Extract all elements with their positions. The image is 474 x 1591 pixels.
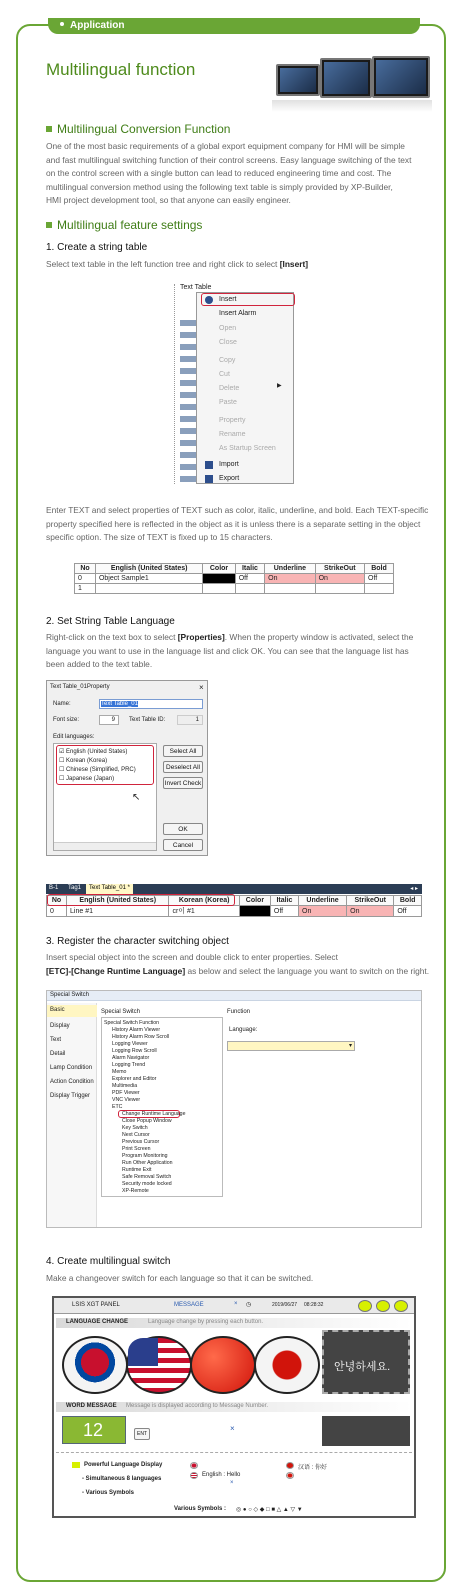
col-header: English (United States): [95, 564, 202, 574]
step4-desc: Make a changeover switch for each language so that it can be switched.: [46, 1273, 314, 1283]
menu-item-open[interactable]: Open: [219, 325, 237, 332]
sidebar-item-detail[interactable]: Detail: [50, 1051, 66, 1057]
tree-item[interactable]: Key Switch: [122, 1125, 148, 1131]
step1-desc-bold: [Insert]: [279, 259, 309, 269]
tree-item[interactable]: Multimedia: [112, 1083, 138, 1089]
cell[interactable]: Line #1: [67, 906, 169, 917]
chinese-hello: 汉语 : 你好: [298, 1465, 328, 1471]
language-select[interactable]: [227, 1041, 355, 1051]
menu-item-property[interactable]: Property: [219, 417, 246, 424]
language-item[interactable]: ☐ Japanese (Japan): [59, 776, 115, 782]
col-header: Underline: [299, 896, 347, 906]
para-line: Enter TEXT and select properties of TEXT such as color, italic, underline, and bold. Each TEXT-specific: [46, 505, 429, 515]
cell: 0: [75, 574, 96, 584]
tab-tag1[interactable]: Tag1: [68, 885, 82, 891]
step1-desc: [46, 258, 431, 272]
col-header: No: [75, 564, 96, 574]
menu-item-cut[interactable]: Cut: [219, 371, 230, 378]
cell[interactable]: Object Sample1: [95, 574, 202, 584]
menu-item-close[interactable]: Close: [219, 339, 237, 346]
symbol-x-icon: ×: [230, 1480, 234, 1486]
table-row[interactable]: [75, 574, 394, 584]
tab-bar: [46, 884, 422, 894]
square-bullet-icon: [46, 126, 52, 132]
edit-languages-label: Edit languages:: [53, 734, 95, 740]
page-title: Multilingual function: [46, 60, 196, 79]
word-message-label: WORD MESSAGE: [66, 1403, 117, 1409]
tree-item[interactable]: Security mode locked: [122, 1181, 172, 1187]
col-header: Color: [203, 564, 235, 574]
col-header: English (United States): [67, 896, 169, 906]
japan-flag-button[interactable]: [254, 1336, 320, 1394]
cell[interactable]: Off: [270, 906, 298, 917]
home-icon[interactable]: [376, 1300, 390, 1312]
tree-item[interactable]: Logging Row Scroll: [112, 1048, 157, 1054]
forward-icon[interactable]: [394, 1300, 408, 1312]
message-x-icon: ×: [230, 1424, 235, 1433]
property-sidebar: [47, 1003, 97, 1227]
col-header: Bold: [365, 564, 394, 574]
language-label: Language:: [229, 1027, 258, 1033]
tree-item[interactable]: Run Other Application: [122, 1160, 173, 1166]
cell[interactable]: [265, 584, 315, 594]
feature-languages: - Simultaneous 8 languages: [82, 1476, 162, 1482]
word-message-hint: Message is displayed according to Message Number.: [126, 1403, 269, 1409]
menu-item-copy[interactable]: Copy: [219, 357, 236, 364]
step3-desc-text: as below and select the language you want to switch on the right.: [185, 965, 430, 976]
language-item[interactable]: ☐ Korean (Korea): [59, 758, 108, 764]
function-tree[interactable]: [101, 1017, 223, 1197]
tree-item-change-language[interactable]: Change Runtime Language: [122, 1111, 186, 1117]
tree-item[interactable]: Logging Trend: [112, 1062, 146, 1068]
message-number: 12: [83, 1420, 104, 1440]
ok-button[interactable]: OK: [163, 823, 203, 835]
language-label: Japanese (Japan): [66, 776, 115, 782]
tree-item[interactable]: Previous Cursor: [122, 1139, 160, 1145]
tab-b1[interactable]: B-1: [49, 885, 59, 891]
para-line: One of the most basic requirements of a global export equipment company for HMI will be simple: [46, 141, 405, 151]
font-size-stepper[interactable]: [99, 715, 119, 725]
tree-item[interactable]: History Alarm Viewer: [112, 1027, 161, 1033]
deselect-all-button[interactable]: Deselect All: [163, 761, 203, 773]
col-header: Bold: [394, 896, 422, 906]
export-icon: [205, 475, 213, 483]
clock-icon: ◷: [246, 1302, 252, 1308]
hmi-panel: [52, 1296, 416, 1518]
tree-item[interactable]: Alarm Navigator: [112, 1055, 150, 1061]
special-switch-window: [46, 990, 422, 1228]
time-label: 08:28:32: [304, 1302, 324, 1308]
conversion-paragraph: [46, 140, 431, 208]
menu-item-startup[interactable]: As Startup Screen: [219, 445, 276, 452]
context-menu: [196, 292, 294, 484]
name-value: Text Table_01: [101, 701, 138, 707]
menu-item-insert[interactable]: Insert: [219, 296, 237, 303]
col-header: StrikeOut: [347, 896, 394, 906]
string-table: [74, 563, 394, 594]
cursor-icon: ↖: [132, 792, 141, 803]
cell[interactable]: [365, 584, 394, 594]
cell[interactable]: On: [265, 574, 315, 584]
language-header-highlight: [47, 894, 235, 906]
japan-mini-flag-icon: [286, 1472, 294, 1479]
sidebar-item-action[interactable]: Action Condition: [50, 1079, 94, 1085]
submenu-arrow-icon: ▶: [277, 383, 282, 389]
tree-item[interactable]: Next Cursor: [122, 1132, 150, 1138]
tree-item[interactable]: Special Switch Function: [104, 1020, 160, 1026]
category-label: Application: [70, 20, 125, 31]
sidebar-item-basic[interactable]: Basic: [47, 1005, 97, 1017]
tree-item[interactable]: Runtime Exit: [122, 1167, 152, 1173]
message-display: [322, 1416, 410, 1446]
chevron-down-icon: ▾: [348, 1043, 352, 1049]
feature-symbols: - Various Symbols: [82, 1490, 135, 1496]
usa-flag-button[interactable]: [126, 1336, 192, 1394]
col-header: No: [47, 896, 67, 906]
enter-button[interactable]: ENT: [134, 1428, 150, 1440]
category-tab: [48, 18, 420, 34]
language-label: Chinese (Simplified, PRC): [66, 767, 136, 773]
step1-para2: [46, 504, 431, 545]
brand-label: LSIS XGT PANEL: [72, 1302, 120, 1308]
property-dialog: [46, 680, 208, 856]
menu-item-paste[interactable]: Paste: [219, 399, 237, 406]
symbols-sample: ◎ ● ○ ◇ ◆ □ ■ △ ▲ ▽ ▼: [236, 1507, 303, 1513]
step2-desc-text: . When the property window is activated, select the: [224, 632, 414, 642]
step1-title: 1. Create a string table: [46, 242, 148, 253]
hmi-header: [54, 1298, 414, 1314]
cell: 1: [75, 584, 96, 594]
section-title-settings: [46, 218, 202, 232]
close-icon[interactable]: ×: [234, 1301, 238, 1307]
tree-item[interactable]: Program Monitoring: [122, 1153, 168, 1159]
menu-item-rename[interactable]: Rename: [219, 431, 246, 438]
cell[interactable]: [203, 584, 235, 594]
font-size-value: 9: [111, 717, 115, 723]
color-cell[interactable]: [203, 574, 235, 584]
section-title-text: Multilingual feature settings: [57, 218, 203, 232]
horizontal-scrollbar[interactable]: [54, 842, 156, 850]
col-header: Color: [239, 896, 270, 906]
tree-item[interactable]: Explorer and Editor: [112, 1076, 157, 1082]
feature-label: Powerful Language Display: [84, 1462, 163, 1468]
cancel-button[interactable]: Cancel: [163, 839, 203, 851]
bullet-icon: [60, 22, 64, 26]
font-size-label: Font size:: [53, 717, 80, 723]
tree-item[interactable]: Memo: [112, 1069, 127, 1075]
function-label: Function: [227, 1009, 251, 1015]
sidebar-item-trigger[interactable]: Display Trigger: [50, 1093, 91, 1099]
cell[interactable]: Off: [394, 906, 422, 917]
cell[interactable]: On: [315, 574, 364, 584]
tree-item[interactable]: PDF Viewer: [112, 1090, 140, 1096]
cell[interactable]: [95, 584, 202, 594]
cell: 0: [47, 906, 67, 917]
message-number-display[interactable]: [62, 1416, 126, 1444]
name-input[interactable]: [99, 699, 203, 709]
para-line: and fast multilingual switching function of their control screens. Easy language switching of the text: [46, 154, 412, 165]
menu-item-import[interactable]: Import: [219, 461, 239, 468]
china-flag-button[interactable]: [190, 1336, 256, 1394]
special-switch-label: Special Switch: [101, 1009, 141, 1015]
step2-desc-text: Right-click on the text box to select: [46, 632, 176, 642]
table-id-value: 1: [195, 717, 199, 723]
para-line: been added to the text table.: [46, 659, 153, 669]
language-change-label: LANGUAGE CHANGE: [66, 1319, 129, 1325]
usa-mini-flag-icon: [190, 1472, 198, 1479]
tree-item[interactable]: Close Popup Window: [122, 1118, 172, 1124]
cell[interactable]: Off: [365, 574, 394, 584]
para-line: property specified here is reflected in the object as it is unless there is a separate setting in the object: [46, 518, 421, 529]
close-icon[interactable]: ×: [199, 683, 204, 692]
tab-scroll-icon[interactable]: ◂ ▸: [410, 886, 418, 892]
date-label: 2019/06/27: [272, 1302, 298, 1308]
menu-item-export[interactable]: Export: [219, 475, 240, 482]
menu-item-delete[interactable]: Delete: [219, 385, 240, 392]
cell[interactable]: cr이 #1: [169, 906, 240, 917]
china-mini-flag-icon: [286, 1462, 294, 1469]
step3-desc: [46, 951, 431, 978]
back-icon[interactable]: [358, 1300, 372, 1312]
table-id-label: Text Table ID:: [129, 717, 166, 723]
square-bullet-icon: [46, 222, 52, 228]
language-change-bar: [56, 1318, 412, 1328]
table-row[interactable]: [47, 906, 422, 917]
symbols-label: Various Symbols :: [174, 1506, 227, 1512]
cell[interactable]: [235, 584, 264, 594]
section-title-conversion: [46, 122, 230, 136]
insert-highlight: [201, 293, 295, 306]
context-menu-screenshot: [172, 284, 298, 488]
hero-image: [272, 54, 432, 116]
step3-title: 3. Register the character switching object: [46, 936, 229, 947]
dialog-title: Text Table_01Property: [50, 684, 110, 690]
menu-item-insert-alarm[interactable]: Insert Alarm: [219, 310, 257, 317]
screen-label: MESSAGE: [174, 1302, 204, 1308]
language-label: Korean (Korea): [66, 758, 108, 764]
color-cell[interactable]: [239, 906, 270, 917]
table-id-field: [177, 715, 203, 725]
step4-title: 4. Create multilingual switch: [46, 1256, 171, 1267]
word-message-bar: [56, 1402, 412, 1412]
cell[interactable]: On: [299, 906, 347, 917]
col-header: Underline: [265, 564, 315, 574]
insert-icon: [205, 296, 213, 304]
language-label: English (United States): [66, 749, 128, 755]
tab-text-table[interactable]: Text Table_01 *: [86, 884, 133, 894]
tree-item[interactable]: Logging Viewer: [112, 1041, 148, 1047]
step3-desc-bold: [ETC]-[Change Runtime Language]: [46, 965, 186, 976]
language-display: [322, 1330, 410, 1394]
para-line: specific option. The size of TEXT is fixed up to 15 characters.: [46, 532, 273, 542]
para-line: language you want to use in the language list and click OK. You can see that the language list has: [46, 645, 409, 656]
para-line: Insert special object into the screen and double click to enter properties. Select: [46, 952, 338, 962]
select-all-button[interactable]: Select All: [163, 745, 203, 757]
tree-item[interactable]: XP-Remote: [122, 1188, 149, 1194]
step1-desc-text: Select text table in the left function tree and right click to select: [46, 259, 278, 269]
korea-mini-flag-icon: [190, 1462, 198, 1469]
tree-root-label: Text Table: [180, 284, 212, 291]
sidebar-item-text[interactable]: Text: [50, 1037, 62, 1043]
tree-item[interactable]: ETC: [112, 1104, 123, 1110]
table-row[interactable]: [75, 584, 394, 594]
col-header: Korean (Korea): [169, 896, 240, 906]
tree-item[interactable]: VNC Viewer: [112, 1097, 141, 1103]
invert-check-button[interactable]: Invert Check: [163, 777, 203, 789]
step2-title: 2. Set String Table Language: [46, 616, 175, 627]
step2-desc-bold: [Properties]: [177, 632, 225, 642]
cell[interactable]: On: [347, 906, 394, 917]
window-title: Special Switch: [50, 992, 90, 998]
tree-item[interactable]: Print Screen: [122, 1146, 151, 1152]
tree-item[interactable]: History Alarm Row Scroll: [112, 1034, 170, 1040]
korean-greeting: 안녕하세요.: [334, 1361, 391, 1373]
para-line: HMI project development tool, so that anyone can easily engineer.: [46, 195, 291, 205]
cell[interactable]: Off: [235, 574, 264, 584]
english-hello: English : Hello: [202, 1472, 241, 1478]
language-item[interactable]: ☑ English (United States): [59, 749, 128, 755]
para-line: on the control screen with a single button can lead to reduced engineering time and cost. The: [46, 168, 392, 178]
language-list[interactable]: [53, 743, 157, 851]
feature-bullet-icon: [72, 1462, 80, 1468]
import-icon: [205, 461, 213, 469]
col-header: StrikeOut: [315, 564, 364, 574]
tree-item[interactable]: Safe Removal Switch: [122, 1174, 172, 1180]
para-line: multilingual conversion method using the following text table is simply provided by XP-Builder,: [46, 181, 393, 192]
step2-desc: [46, 631, 431, 672]
col-header: Italic: [235, 564, 264, 574]
section-title-text: Multilingual Conversion Function: [57, 122, 231, 136]
cell[interactable]: [315, 584, 364, 594]
sidebar-item-display[interactable]: Display: [50, 1023, 70, 1029]
language-item[interactable]: ☐ Chinese (Simplified, PRC): [59, 767, 136, 773]
name-label: Name:: [53, 701, 71, 707]
korea-flag-button[interactable]: [62, 1336, 128, 1394]
sidebar-item-lamp[interactable]: Lamp Condition: [50, 1065, 93, 1071]
col-header: Italic: [270, 896, 298, 906]
language-change-hint: Language change by pressing each button.: [148, 1319, 264, 1325]
